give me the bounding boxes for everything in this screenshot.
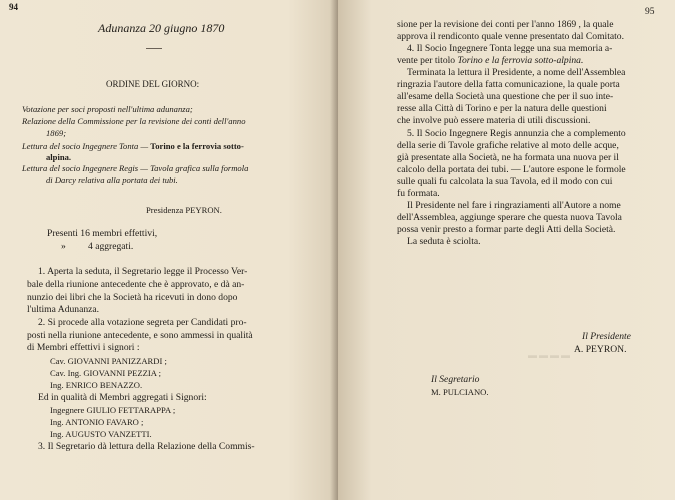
agenda-reader: Lettura del socio Ingegnere Regis — xyxy=(22,163,148,173)
agenda-line xyxy=(22,163,248,174)
agenda-line: di Darcy relativa alla portata dei tubi. xyxy=(46,175,178,185)
body-line: possa venir presto a formar parte degli Atti della Società. xyxy=(397,224,616,235)
agenda-line xyxy=(22,141,244,152)
body-line: 5. Il Socio Ingegnere Regis annunzia che a complemento xyxy=(407,128,626,139)
attendance-line: Presenti 16 membri effettivi, xyxy=(47,228,158,239)
member-name: Ing. AUGUSTO VANZETTI. xyxy=(50,429,152,439)
member-name: Cav. GIOVANNI PANIZZARDI ; xyxy=(50,356,167,366)
member-name: Ing. ANTONIO FAVARO ; xyxy=(50,417,144,427)
body-line: sione per la revisione dei conti per l'anno 1869 , la quale xyxy=(397,19,614,30)
body-text: vente per titolo xyxy=(397,55,456,66)
body-line: sulle quali fu calcolata la sua Tavola, ed il modo con cui xyxy=(397,176,613,187)
paper-title: Torino e la ferrovia sotto-alpina. xyxy=(457,55,584,66)
member-name: Cav. Ing. GIOVANNI PEZZIA ; xyxy=(50,368,161,378)
body-line: 3. Il Segretario dà lettura della Relazione della Commis- xyxy=(38,441,255,452)
body-line: La seduta è sciolta. xyxy=(407,236,481,247)
president-name: A. PEYRON. xyxy=(574,344,627,355)
body-line: resse alla Città di Torino e per la natura delle questioni xyxy=(397,103,607,114)
secretary-role: Il Segretario xyxy=(431,374,480,385)
agenda-line: Relazione della Commissione per la revisione dei conti dell'anno xyxy=(22,116,246,126)
body-line: 1. Aperta la seduta, il Segretario legge il Processo Ver- xyxy=(38,266,248,277)
presidency-line: Presidenza PEYRON. xyxy=(146,205,222,215)
agenda-line: alpina. xyxy=(46,152,72,162)
body-line: calcolo della portata dei tubi. — L'autore espone le formole xyxy=(397,164,626,175)
body-line: all'esame della Società una questione che per il suo inte- xyxy=(397,91,614,102)
president-role: Il Presidente xyxy=(582,331,631,342)
attendance-ditto: » xyxy=(61,241,66,252)
right-page xyxy=(338,0,675,500)
body-line: approva il rendiconto quale venne presentato dal Comitato. xyxy=(397,31,624,42)
agenda-line: 1869; xyxy=(46,128,67,138)
body-line xyxy=(397,55,583,68)
member-name: Ing. ENRICO BENAZZO. xyxy=(50,380,143,390)
agenda-reader: Lettura del socio Ingegnere Tonta — xyxy=(22,141,149,151)
body-line: 2. Si procede alla votazione segreta per Candidati pro- xyxy=(38,317,247,328)
body-line: posti nella riunione antecedente, e sono ammessi in qualità xyxy=(27,330,253,341)
body-line: bale della riunione antecedente che è approvato, e dà an- xyxy=(27,279,245,290)
meeting-title: Adunanza 20 giugno 1870 xyxy=(98,21,225,35)
agenda-paper-title: Tavola grafica sulla formola xyxy=(150,163,249,173)
body-line: nunzio dei libri che la Società ha ricevuti in dono dopo xyxy=(27,292,238,303)
body-line: Il Presidente nel fare i ringraziamenti all'Autore a nome xyxy=(407,200,621,211)
body-line: ringrazia l'autore della fatta comunicazione, la quale porta xyxy=(397,79,620,90)
body-line: già presentate alla Società, ne ha formata una nuova per il xyxy=(397,152,619,163)
attendance-line: 4 aggregati. xyxy=(88,241,134,252)
page-number: 94 xyxy=(9,2,18,12)
agenda-paper-title: Torino e la ferrovia sotto- xyxy=(150,141,244,151)
page-number: 95 xyxy=(645,7,655,17)
agenda-line: Votazione per soci proposti nell'ultima adunanza; xyxy=(22,104,193,114)
body-line: 4. Il Socio Ingegnere Tonta legge una sua memoria a- xyxy=(407,43,613,54)
body-line: Terminata la lettura il Presidente, a nome dell'Assemblea xyxy=(407,67,626,78)
secretary-name: M. PULCIANO. xyxy=(431,387,489,397)
body-line: dell'Assemblea, aggiunge sperare che questa nuova Tavola xyxy=(397,212,622,223)
body-line: che involve può essere materia di utili discussioni. xyxy=(397,115,591,126)
body-line: l'ultima Adunanza. xyxy=(27,304,100,315)
body-line: Ed in qualità di Membri aggregati i Signori: xyxy=(38,392,207,403)
body-line: della serie di Tavole grafiche relative al moto delle acque, xyxy=(397,140,619,151)
bleed-through-text: ▬▬▬▬ xyxy=(528,350,572,360)
body-line: fu formata. xyxy=(397,188,440,199)
member-name: Ingegnere GIULIO FETTARAPPA ; xyxy=(50,405,176,415)
title-rule xyxy=(146,48,162,49)
agenda-heading: ORDINE DEL GIORNO: xyxy=(106,79,200,89)
body-line: di Membri effettivi i signori : xyxy=(27,342,140,353)
